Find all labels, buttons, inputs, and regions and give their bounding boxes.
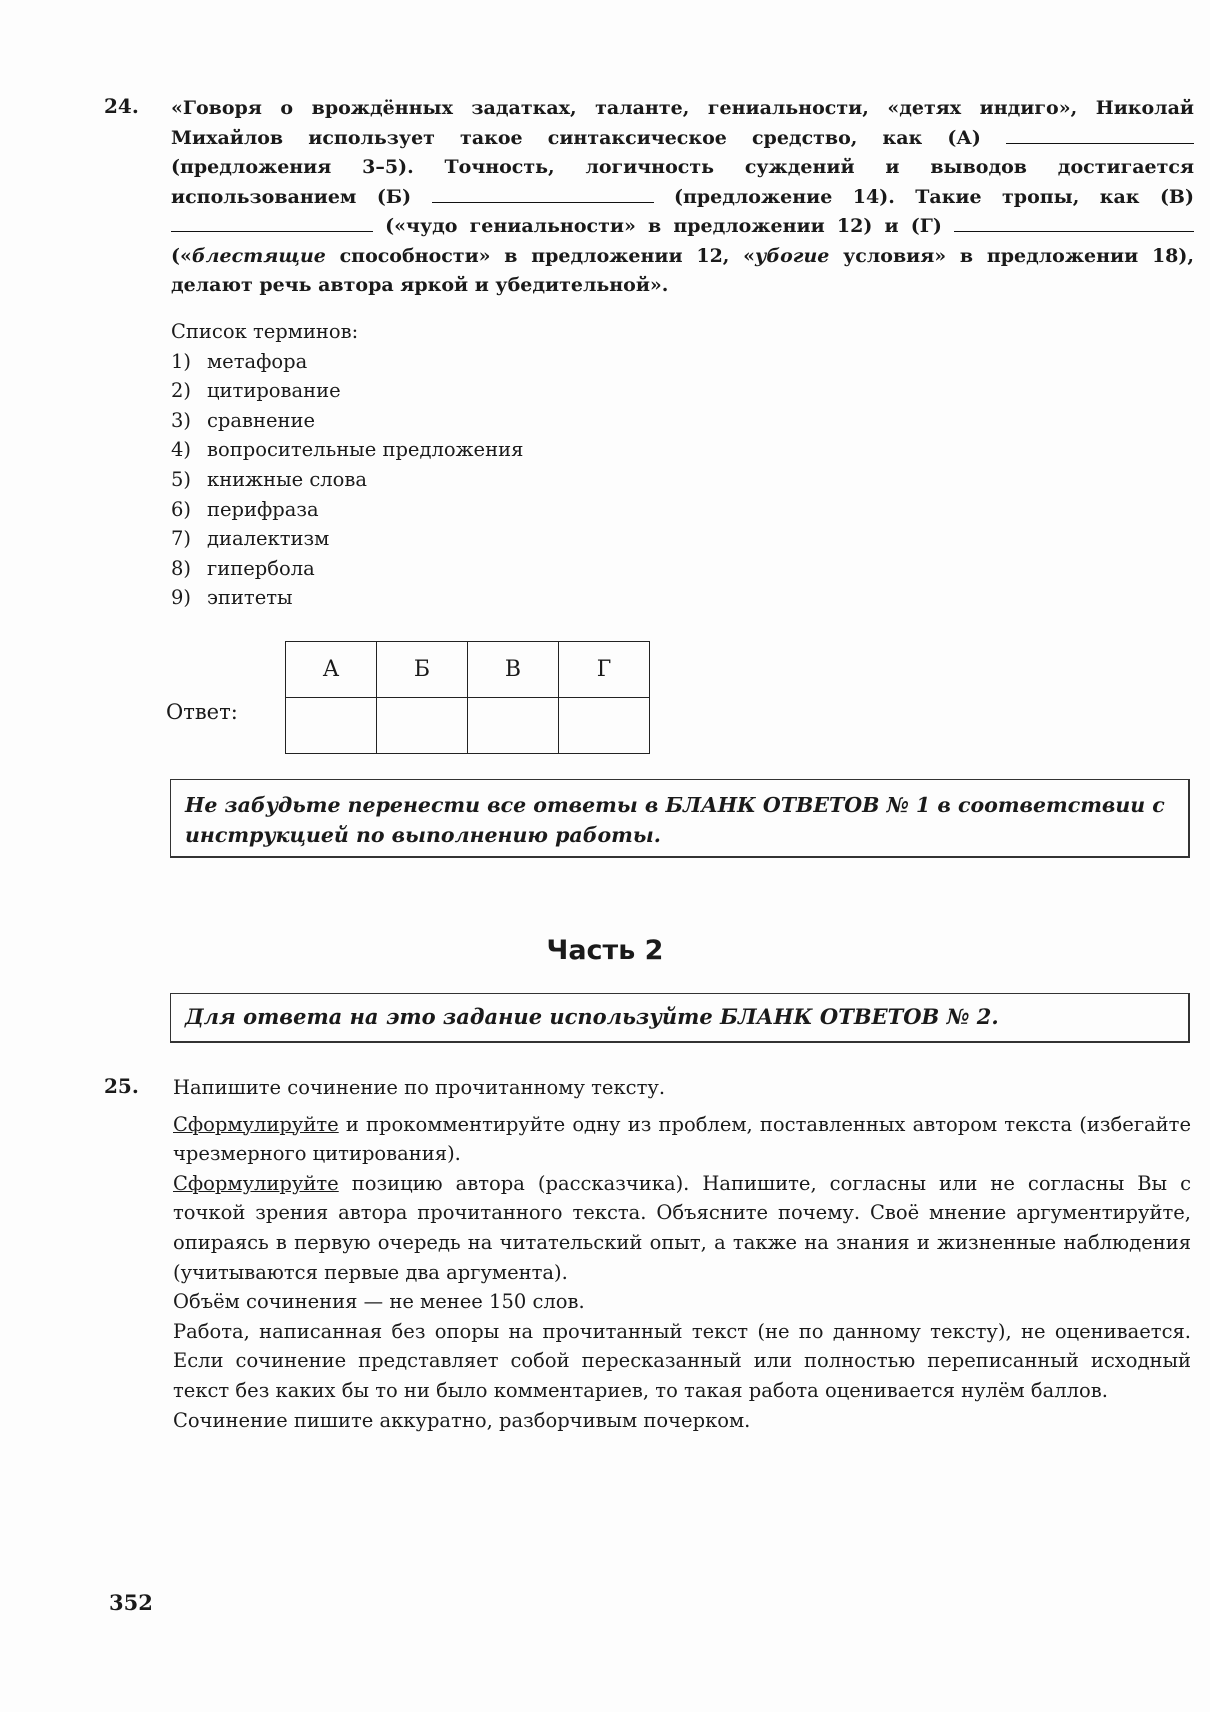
- answer-cell-b[interactable]: [377, 698, 468, 754]
- answer-cell-a[interactable]: [286, 698, 377, 754]
- blank-v: [171, 213, 373, 232]
- notice-transfer-answers: Не забудьте перенести все ответы в БЛАНК ОТВЕТОВ № 1 в соответствии с инструкцией по выполнению работы.: [170, 779, 1190, 858]
- task-24-s8: убогие: [755, 244, 830, 267]
- task-25-p1: Напишите сочинение по прочитанному тексту.: [173, 1076, 666, 1099]
- term-text: вопросительные предложения: [207, 438, 524, 462]
- task-25-p2: [173, 1110, 1191, 1169]
- task-25-p5: Работа, написанная без опоры на прочитанный текст (не по данному тексту), не оценивается. Если сочинение представляет собой пересказанный или полностью переписанный исходный текст без каких бы то ни было комментариев, то такая работа оценивается нулём баллов.: [173, 1319, 1191, 1402]
- task-25-p4: Объём сочинения — не менее 150 слов.: [173, 1290, 585, 1314]
- answer-cell-g[interactable]: [559, 698, 650, 754]
- term-number: 9): [171, 586, 192, 610]
- term-text: цитирование: [207, 379, 341, 403]
- task-25-u2: Сформулируйте: [173, 1171, 339, 1195]
- task-24-s7: способности» в предложении 12, «: [339, 244, 756, 267]
- term-number: 4): [171, 438, 192, 462]
- task-24-s2: (предложения 3–5). Точность, логичность суждений и выводов достигается использованием (Б): [171, 156, 1194, 208]
- list-item: [171, 347, 523, 377]
- answer-header-g: Г: [559, 642, 650, 698]
- term-text: книжные слова: [207, 467, 368, 491]
- terms-title: Список терминов:: [171, 320, 359, 343]
- blank-a: [1006, 125, 1194, 144]
- term-number: 3): [171, 408, 192, 432]
- task-25-p3: [173, 1169, 1191, 1287]
- term-number: 8): [171, 556, 192, 580]
- list-item: [171, 554, 523, 584]
- task-24-s5: («: [171, 244, 192, 267]
- task-24-s4: («чудо гениальности» в предложении 12) и (Г): [385, 215, 942, 237]
- blank-b: [432, 184, 654, 203]
- list-item: [171, 495, 523, 525]
- answer-table: [285, 641, 650, 754]
- term-text: сравнение: [207, 408, 316, 432]
- blank-g: [954, 213, 1194, 232]
- part-2-title: Часть 2: [546, 935, 664, 966]
- term-number: 5): [171, 467, 192, 491]
- list-item: [171, 376, 523, 406]
- task-24-s3: (предложение 14). Такие тропы, как (В): [673, 185, 1194, 208]
- answer-header-b: Б: [377, 642, 468, 698]
- task-24-s6: блестящие: [191, 244, 326, 267]
- task-number: 24.: [104, 94, 139, 118]
- task-25-p2-text: и прокомментируйте одну из проблем, поставленных автором текста (избегайте чрезмерного цитирования).: [173, 1112, 1191, 1166]
- task-24-s9: условия» в предложении 18), делают речь автора яркой и убедительной».: [171, 244, 1194, 296]
- terms-list: [171, 317, 523, 613]
- term-number: 2): [171, 379, 192, 403]
- term-text: эпитеты: [207, 586, 293, 610]
- task-25-u1: Сформулируйте: [173, 1112, 339, 1136]
- term-number: 6): [171, 497, 192, 521]
- list-item: [171, 406, 523, 436]
- term-number: 1): [171, 349, 192, 373]
- task-number: 25.: [104, 1074, 139, 1098]
- answer-header-a: А: [286, 642, 377, 698]
- answer-header-v: В: [468, 642, 559, 698]
- list-item: [171, 524, 523, 554]
- list-item: [171, 583, 523, 613]
- term-text: гипербола: [207, 556, 315, 580]
- page-number: 352: [109, 1590, 153, 1615]
- task-24-text: [171, 94, 1194, 301]
- task-25-p3-text: позицию автора (рассказчика). Напишите, согласны или не согласны Вы с точкой зрения автора прочитанного текста. Объясните почему. Своё мнение аргументируйте, опираясь в первую очередь на читательский опыт, а также на знания и жизненные наблюдения (учитываются первые два аргумента).: [173, 1171, 1191, 1284]
- list-item: [171, 435, 523, 465]
- term-text: диалектизм: [207, 527, 330, 551]
- term-number: 7): [171, 527, 192, 551]
- answer-cell-v[interactable]: [468, 698, 559, 754]
- term-text: перифраза: [207, 497, 319, 521]
- term-text: метафора: [207, 349, 308, 373]
- task-25-p6: Сочинение пишите аккуратно, разборчивым почерком.: [173, 1408, 751, 1432]
- task-24-s1: «Говоря о врождённых задатках, таланте, гениальности, «детях индиго», Николай Михайлов использует такое синтаксическое средство, как (А): [171, 97, 1194, 149]
- list-item: [171, 465, 523, 495]
- notice-answer-form-2: Для ответа на это задание используйте БЛАНК ОТВЕТОВ № 2.: [170, 993, 1190, 1043]
- answer-label: Ответ:: [166, 700, 238, 724]
- task-25: [173, 1073, 1191, 1435]
